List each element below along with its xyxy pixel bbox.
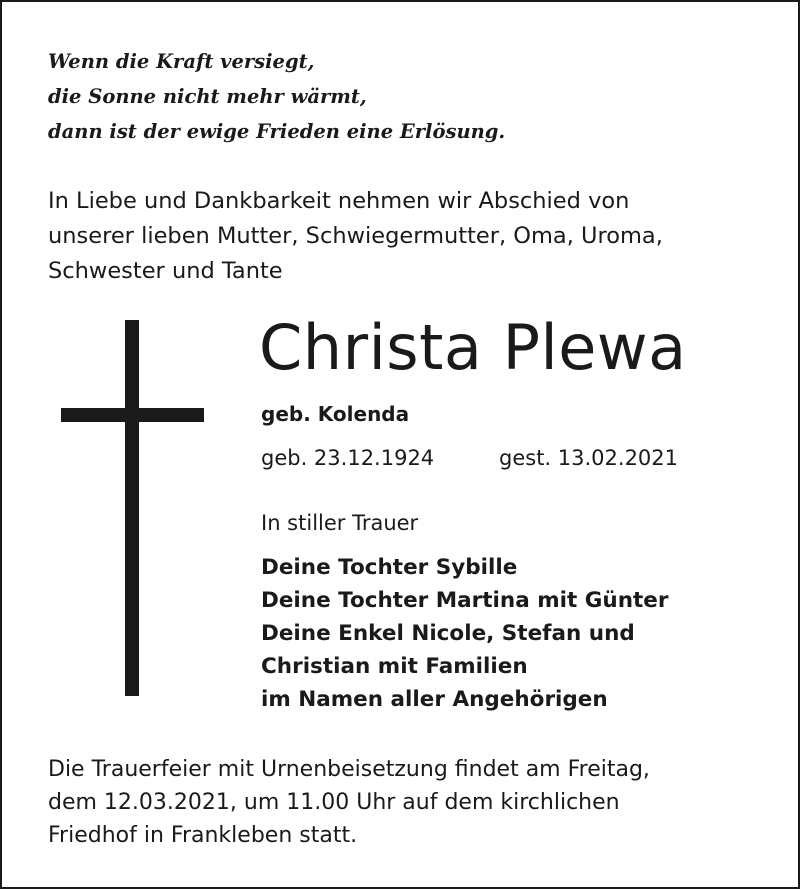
mourner-line: Deine Tochter Martina mit Günter [261, 588, 669, 613]
latin-cross-icon [61, 320, 204, 696]
mourner-line: im Namen aller Angehörigen [261, 687, 608, 712]
mourners-list [261, 551, 668, 716]
service-line: Die Trauerfeier mit Urnenbeisetzung findet am Freitag, [48, 757, 650, 782]
service-line: dem 12.03.2021, um 11.00 Uhr auf dem kirchlichen [48, 790, 620, 815]
intro-line: In Liebe und Dankbarkeit nehmen wir Abschied von [48, 188, 630, 214]
intro-line: Schwester und Tante [48, 258, 283, 284]
mourner-line: Deine Tochter Sybille [261, 555, 518, 580]
poem-line: die Sonne nicht mehr wärmt, [48, 85, 367, 108]
service-line: Friedhof in Frankleben statt. [48, 823, 358, 848]
intro-text [48, 184, 663, 289]
poem-line: dann ist der ewige Frieden eine Erlösung. [48, 120, 506, 143]
poem [48, 44, 505, 149]
deceased-name: Christa Plewa [259, 311, 687, 384]
maiden-name: geb. Kolenda [261, 402, 410, 426]
mourning-label: In stiller Trauer [261, 511, 419, 535]
mourner-line: Christian mit Familien [261, 654, 528, 679]
cross-vertical-bar [125, 320, 139, 696]
poem-line: Wenn die Kraft versiegt, [48, 50, 315, 73]
death-date: gest. 13.02.2021 [499, 446, 679, 470]
birth-date: geb. 23.12.1924 [261, 446, 435, 470]
intro-line: unserer lieben Mutter, Schwiegermutter, Oma, Uroma, [48, 223, 663, 249]
service-info [48, 753, 650, 852]
cross-horizontal-bar [61, 408, 204, 422]
mourner-line: Deine Enkel Nicole, Stefan und [261, 621, 635, 646]
